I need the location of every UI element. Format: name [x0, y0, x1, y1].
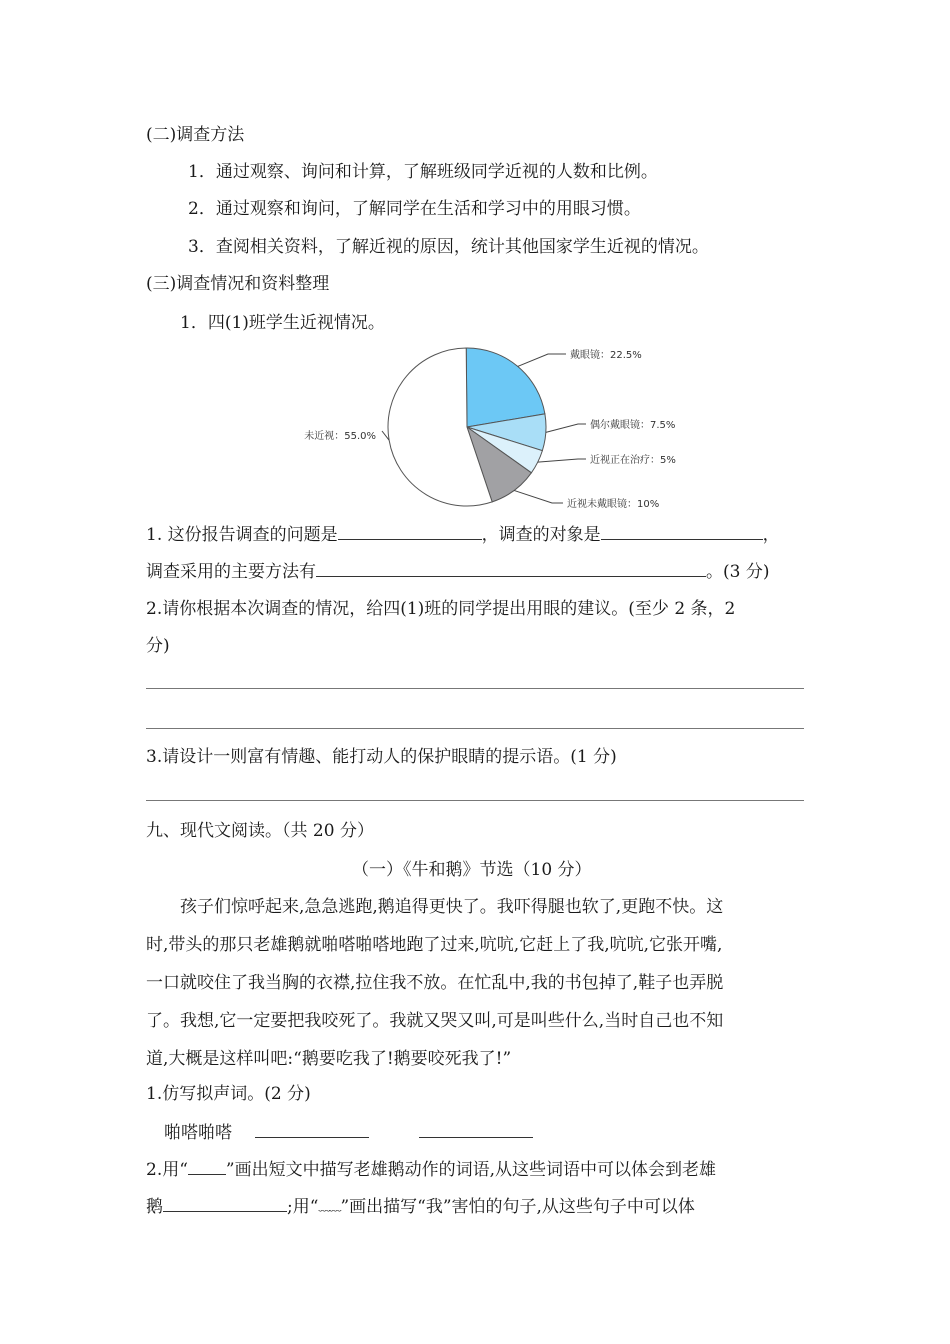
section-9-question-1: 1.仿写拟声词。(2 分) — [146, 1084, 311, 1104]
method-heading: (二)调查方法 — [146, 125, 245, 145]
passage-line-2: 时,带头的那只老雄鹅就啪嗒啪嗒地跑了过来,吭吭,它赶上了我,吭吭,它张开嘴, — [146, 935, 723, 955]
section-9-heading: 九、现代文阅读。（共 20 分） — [146, 821, 374, 841]
pie-leader-line-1 — [518, 354, 566, 366]
question-3: 3.请设计一则富有情趣、能打动人的保护眼睛的提示语。(1 分) — [146, 747, 617, 767]
section-9-subheading: （一）《牛和鹅》节选（10 分） — [352, 860, 592, 880]
passage-line-5: 道,大概是这样叫吧:“鹅要吃我了!鹅要咬死我了!” — [146, 1049, 512, 1069]
pie-label-4: 近视未戴眼镜：10% — [567, 499, 660, 510]
q2-text-c: 鹅 — [146, 1197, 163, 1217]
q2-text-a: 2.用“ — [146, 1160, 188, 1180]
pie-label-5: 未近视：55.0% — [304, 431, 376, 442]
onomatopoeia-blank-2[interactable] — [419, 1121, 533, 1138]
onomatopoeia-example: 啪嗒啪嗒 — [164, 1123, 232, 1143]
answer-line-q2-1[interactable] — [146, 688, 804, 689]
method-item-1: 1．通过观察、询问和计算，了解班级同学近视的人数和比例。 — [188, 162, 658, 182]
pie-label-1: 戴眼镜：22.5% — [570, 350, 642, 361]
onomatopoeia-blank-1[interactable] — [255, 1121, 369, 1138]
question-1-text-d: 调查采用的主要方法有 — [146, 562, 316, 582]
question-1-line-1 — [146, 523, 780, 546]
question-1-text-c: ， — [762, 525, 780, 545]
answer-line-q3[interactable] — [146, 800, 804, 801]
q2-text-d: ;用“ — [287, 1197, 319, 1217]
question-1-text-b: ，调查的对象是 — [481, 525, 601, 545]
wavy-line-mark: ﹏﹏ — [318, 1199, 341, 1213]
question-1-score: 。(3 分) — [706, 562, 770, 582]
pie-label-2: 偶尔戴眼镜：7.5% — [590, 420, 676, 431]
q2-text-b: ”画出短文中描写老雄鹅动作的词语,从这些词语中可以体会到老雄 — [225, 1160, 717, 1180]
question-1-text-a: 1. 这份报告调查的问题是 — [146, 525, 338, 545]
question-1-line-2 — [146, 560, 769, 583]
answer-blank-goose[interactable] — [163, 1195, 287, 1212]
pie-chart — [280, 340, 740, 515]
situation-item-1: 1．四(1)班学生近视情况。 — [180, 313, 385, 333]
section-9-question-2-line-2 — [146, 1195, 695, 1218]
passage-line-4: 了。我想,它一定要把我咬死了。我就又哭又叫,可是叫些什么,当时自己也不知 — [146, 1011, 724, 1031]
method-item-2: 2．通过观察和询问，了解同学在生活和学习中的用眼习惯。 — [188, 199, 641, 219]
question-2-line-1: 2.请你根据本次调查的情况，给四(1)班的同学提出用眼的建议。(至少 2 条，2 — [146, 599, 736, 619]
answer-line-q2-2[interactable] — [146, 728, 804, 729]
pie-label-3: 近视正在治疗：5% — [590, 455, 676, 466]
answer-blank-method[interactable] — [316, 560, 706, 577]
situation-heading: (三)调查情况和资料整理 — [146, 274, 330, 294]
answer-blank-problem[interactable] — [338, 523, 482, 540]
section-9-question-2-line-1 — [146, 1158, 716, 1181]
method-item-3: 3．查阅相关资料，了解近视的原因，统计其他国家学生近视的情况。 — [188, 237, 709, 257]
q2-text-e: ”画出描写“我”害怕的句子,从这些句子中可以体 — [340, 1197, 695, 1217]
pie-leader-line-4 — [514, 490, 563, 503]
pie-leader-line-3 — [538, 459, 586, 462]
onomatopoeia-row — [164, 1121, 533, 1144]
question-2-line-2: 分) — [146, 636, 170, 656]
straight-line-mark — [188, 1158, 226, 1175]
answer-blank-object[interactable] — [601, 523, 763, 540]
passage-line-1: 孩子们惊呼起来,急急逃跑,鹅追得更快了。我吓得腿也软了,更跑不快。这 — [180, 897, 724, 917]
pie-leader-line-2 — [546, 424, 586, 432]
passage-line-3: 一口就咬住了我当胸的衣襟,拉住我不放。在忙乱中,我的书包掉了,鞋子也弄脱 — [146, 973, 724, 993]
